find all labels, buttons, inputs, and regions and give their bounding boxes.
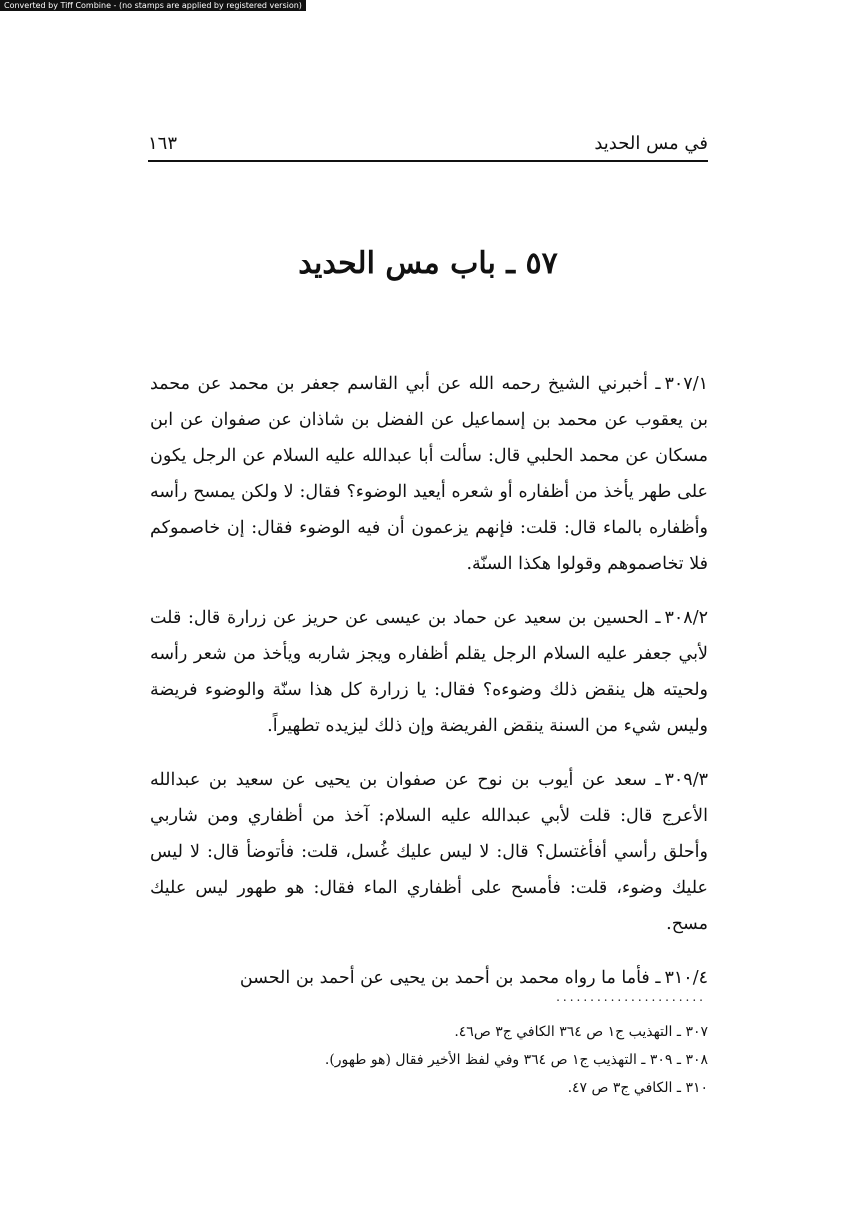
hadith-number: ٣٠٩/٣ bbox=[664, 770, 708, 790]
footnote: ٣٠٧ ـ التهذيب ج١ ص ٣٦٤ الكافي ج٣ ص٤٦. bbox=[454, 1024, 708, 1040]
chapter-title: ٥٧ ـ باب مس الحديد bbox=[298, 246, 558, 281]
hadith-text: ـ الحسين بن سعيد عن حماد بن عيسى عن حريز عن زرارة قال: قلت لأبي جعفر عليه السلام الرجل يقلم أظفاره ويجز شاربه ويأخذ من شعر رأسه ولحيته هل ينقض ذلك وضوءه؟ فقال: يا زرارة كل هذا سنّة والوضوء فريضة وليس شيء من السنة ينقض الفريضة وإن ذلك ليزيده تطهيراً. bbox=[150, 608, 708, 736]
hadith-paragraph bbox=[150, 600, 708, 744]
hadith-paragraph bbox=[150, 366, 708, 582]
footnote-separator: ...................... bbox=[556, 990, 706, 1004]
hadith-text: ـ أخبرني الشيخ رحمه الله عن أبي القاسم جعفر بن محمد عن محمد بن يعقوب عن محمد بن إسماعيل عن الفضل بن شاذان عن صفوان عن ابن مسكان عن محمد الحلبي قال: سألت أبا عبدالله عليه السلام عن الرجل يكون على طهر يأخذ من أظفاره أو شعره أيعيد الوضوء؟ فقال: لا ولكن يمسح رأسه وأظفاره بالماء قال: قلت: فإنهم يزعمون أن فيه الوضوء فقال: إن خاصموكم فلا تخاصموهم وقولوا هكذا السنّة. bbox=[150, 374, 709, 574]
section-title: في مس الحديد bbox=[594, 133, 708, 154]
footnote: ٣١٠ ـ الكافي ج٣ ص ٤٧. bbox=[567, 1080, 708, 1096]
hadith-number: ٣٠٧/١ bbox=[664, 374, 708, 394]
hadith-text: ـ سعد عن أيوب بن نوح عن صفوان بن يحيى عن سعيد بن عبدالله الأعرج قال: قلت لأبي عبدالله عليه السلام: آخذ من أظفاري ومن شاربي وأحلق رأسي أفأغتسل؟ قال: لا ليس عليك غُسل، قلت: فأتوضأ قال: لا ليس عليك وضوء، قلت: فأمسح على أظفاري الماء فقال: هو طهور ليس عليك مسح. bbox=[150, 770, 708, 934]
hadith-paragraph bbox=[150, 762, 708, 942]
converter-watermark: Converted by Tiff Combine - (no stamps are applied by registered version) bbox=[0, 0, 306, 11]
page-number: ١٦٣ bbox=[148, 133, 178, 154]
hadith-number: ٣٠٨/٢ bbox=[664, 608, 708, 628]
running-header bbox=[148, 126, 708, 154]
hadith-text: ـ فأما ما رواه محمد بن أحمد بن يحيى عن أحمد بن الحسن bbox=[239, 968, 661, 988]
header-rule bbox=[148, 160, 708, 162]
hadith-number: ٣١٠/٤ bbox=[664, 968, 708, 988]
hadith-body bbox=[150, 366, 708, 996]
footnotes bbox=[300, 1018, 708, 1102]
footnote: ٣٠٨ ـ ٣٠٩ ـ التهذيب ج١ ص ٣٦٤ وفي لفظ الأخير فقال (هو طهور). bbox=[324, 1052, 708, 1068]
